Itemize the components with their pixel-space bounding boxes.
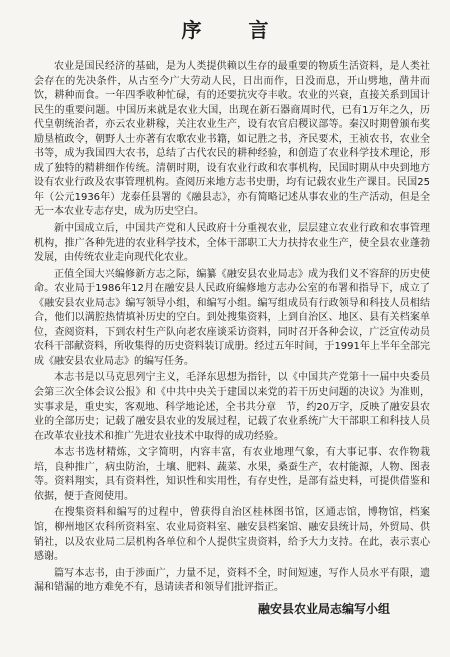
- paragraph-2: 新中国成立后，中国共产党和人民政府十分重视农业，层层建立农业行政和农事管理机构，推广各种先进的农业科学技术，全体干部职工大力扶持农业生产，使全县农业蓬勃发展，由传统农业走向现代化农业。: [34, 223, 430, 264]
- paragraph-4: 本志书是以马克思列宁主义，毛泽东思想为指针，以《中国共产党第十一届中央委员会第三次全体会议公报》和《中共中央关于建国以来党的若干历史问题的决议》为准则，实事求是，重史实，客观地、科学地论述，全书共分章 节，约20万字，反映了融安县农业的全部历史；记载了融安县农业的发展过程，记载了农业系统广大干部职工和科技人员在改革农业技术和推广先进农业技术中取得的成功经验。: [34, 372, 430, 442]
- signature: 融安县农业局志编写小组: [257, 602, 390, 616]
- paragraph-3: 正值全国大兴编修新方志之际，编纂《融安县农业局志》成为我们义不容辞的历史使命。农业局于1986年12月在融安县人民政府编修地方志办公室的布署和指导下，成立了《融安县农业局志》编写领导小组，和编写小组。编写组成员有行政领导和科技人员相结合，他们以满腔热情填补历史的空白。到处搜集资料，上到自治区、地区、县有关档案单位，查阅资料，下到农村生产队向老农座谈采访资料，同时召开各种会议，广泛宣传动员农科干部献资料，所收集得的历史资料装订成册。经过五年时间，于1991年上半年全部完成《融安县农业局志》的编写任务。: [34, 268, 430, 367]
- page-title: 序 言: [181, 18, 289, 42]
- paragraph-5: 本志书选材精炼，文字简明，内容丰富，有农业地理气象，有大事记事、农作物栽培，良种推广，病虫防治，土壤、肥料、蔬菜、水果，桑蚕生产，农村能源，人物、图表等。资料翔实，具有资料性，知识性和实用性，有存史性，是部有益史料，可提供借鉴和依据，便于查阅使用。: [34, 447, 430, 502]
- paragraph-7: 篇写本志书，由于涉面广，力量不足，资料不全，时间短速，写作人员水平有限，遗漏和错漏的地方难免不有，恳请读者和领导们批评指正。: [34, 567, 430, 594]
- preface-body: [34, 60, 430, 598]
- paragraph-1: 农业是国民经济的基础，是为人类提供赖以生存的最重要的物质生活资料，是人类社会存在的先决条件，从古至今广大劳动人民，日出而作，日没而息，开山劈地，凿井而饮，耕种而食。一年四季收种忙碌，有的还要抗灾夺丰收。农业的兴衰，直接关系到国计民生的重要问题。中国历来就是农业大国，出现在新石器商周时代，已有1万年之久，历代皇朝统治者，亦云农业耕稼，关注农业生产，设有农官启稷议部等。秦汉时期曾颁布奖励垦植政令，朝野人士亦著有农歌农业书籍，如记胜之书，齐民要术，王祯农书，农业全书等，成为我国四大农书，总结了古代农民的耕种经验，和创造了农业科学技术理论，形成了独特的精耕细作传统。清朝时期，设有农业行政和农事机构，民国时期从中央到地方设有农业行政及农事管理机构。查阅历来地方志书史册，均有记载农业生产课目。民国25年（公元1936年）龙泰任县署的《融县志》，亦有简略记述从事农业的生产活动，但是全无一本农业专志存史，成为历史空白。: [34, 61, 430, 218]
- paragraph-6: 在搜集资料和编写的过程中，曾获得自治区桂林图书馆，区通志馆，博物馆，档案馆，柳州地区农科所资料室、农业局资料室、融安县档案馆、融安县统计局，外贸局、供销社，以及农业局二层机构各单位和个人提供宝贵资料，给予大力支持。在此，表示衷心感谢。: [34, 507, 430, 563]
